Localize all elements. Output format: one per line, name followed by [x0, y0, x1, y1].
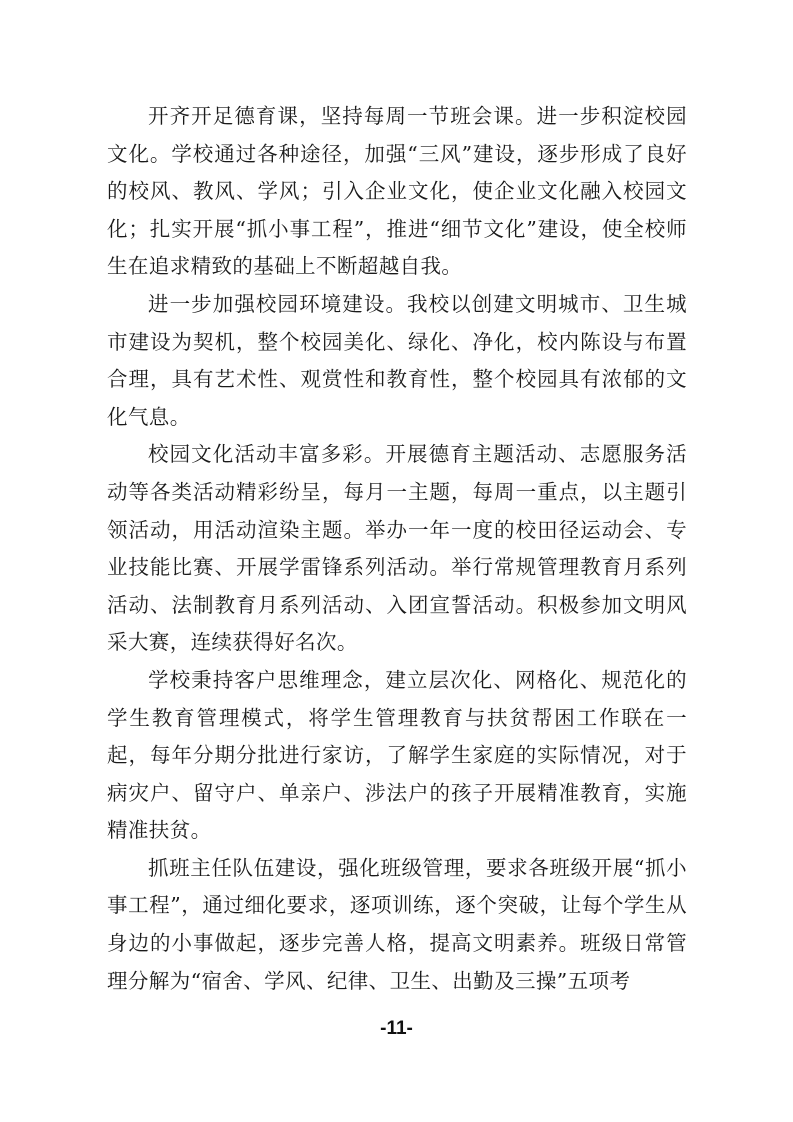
paragraph-student-management: 学校秉持客户思维理念，建立层次化、网格化、规范化的学生教育管理模式，将学生管理教育与扶贫帮困工作联在一起，每年分期分批进行家访，了解学生家庭的实际情况，对于病灾户、留守户、单亲户、涉法户的孩子开展精准教育，实施精准扶贫。 [107, 667, 687, 843]
paragraph-campus-environment: 进一步加强校园环境建设。我校以创建文明城市、卫生城市建设为契机，整个校园美化、绿化、净化，校内陈设与布置合理，具有艺术性、观赏性和教育性，整个校园具有浓郁的文化气息。 [107, 291, 687, 429]
body-text [107, 98, 687, 1000]
paragraph-moral-education: 开齐开足德育课，坚持每周一节班会课。进一步积淀校园文化。学校通过各种途径，加强“三风”建设，逐步形成了良好的校风、教风、学风；引入企业文化，使企业文化融入校园文化；扎实开展“抓小事工程”，推进“细节文化”建设，使全校师生在追求精致的基础上不断超越自我。 [107, 104, 687, 279]
page-number: -11- [380, 1018, 413, 1039]
paragraph-campus-activities: 校园文化活动丰富多彩。开展德育主题活动、志愿服务活动等各类活动精彩纷呈，每月一主题，每周一重点，以主题引领活动，用活动渲染主题。举办一年一度的校田径运动会、专业技能比赛、开展学雷锋系列活动。举行常规管理教育月系列活动、法制教育月系列活动、入团宣誓活动。积极参加文明风采大赛，连续获得好名次。 [107, 442, 687, 655]
paragraph-class-management: 抓班主任队伍建设，强化班级管理，要求各班级开展“抓小事工程”，通过细化要求，逐项训练，逐个突破，让每个学生从身边的小事做起，逐步完善人格，提高文明素养。班级日常管理分解为“宿舍、学风、纪律、卫生、出勤及三操”五项考 [107, 855, 687, 993]
